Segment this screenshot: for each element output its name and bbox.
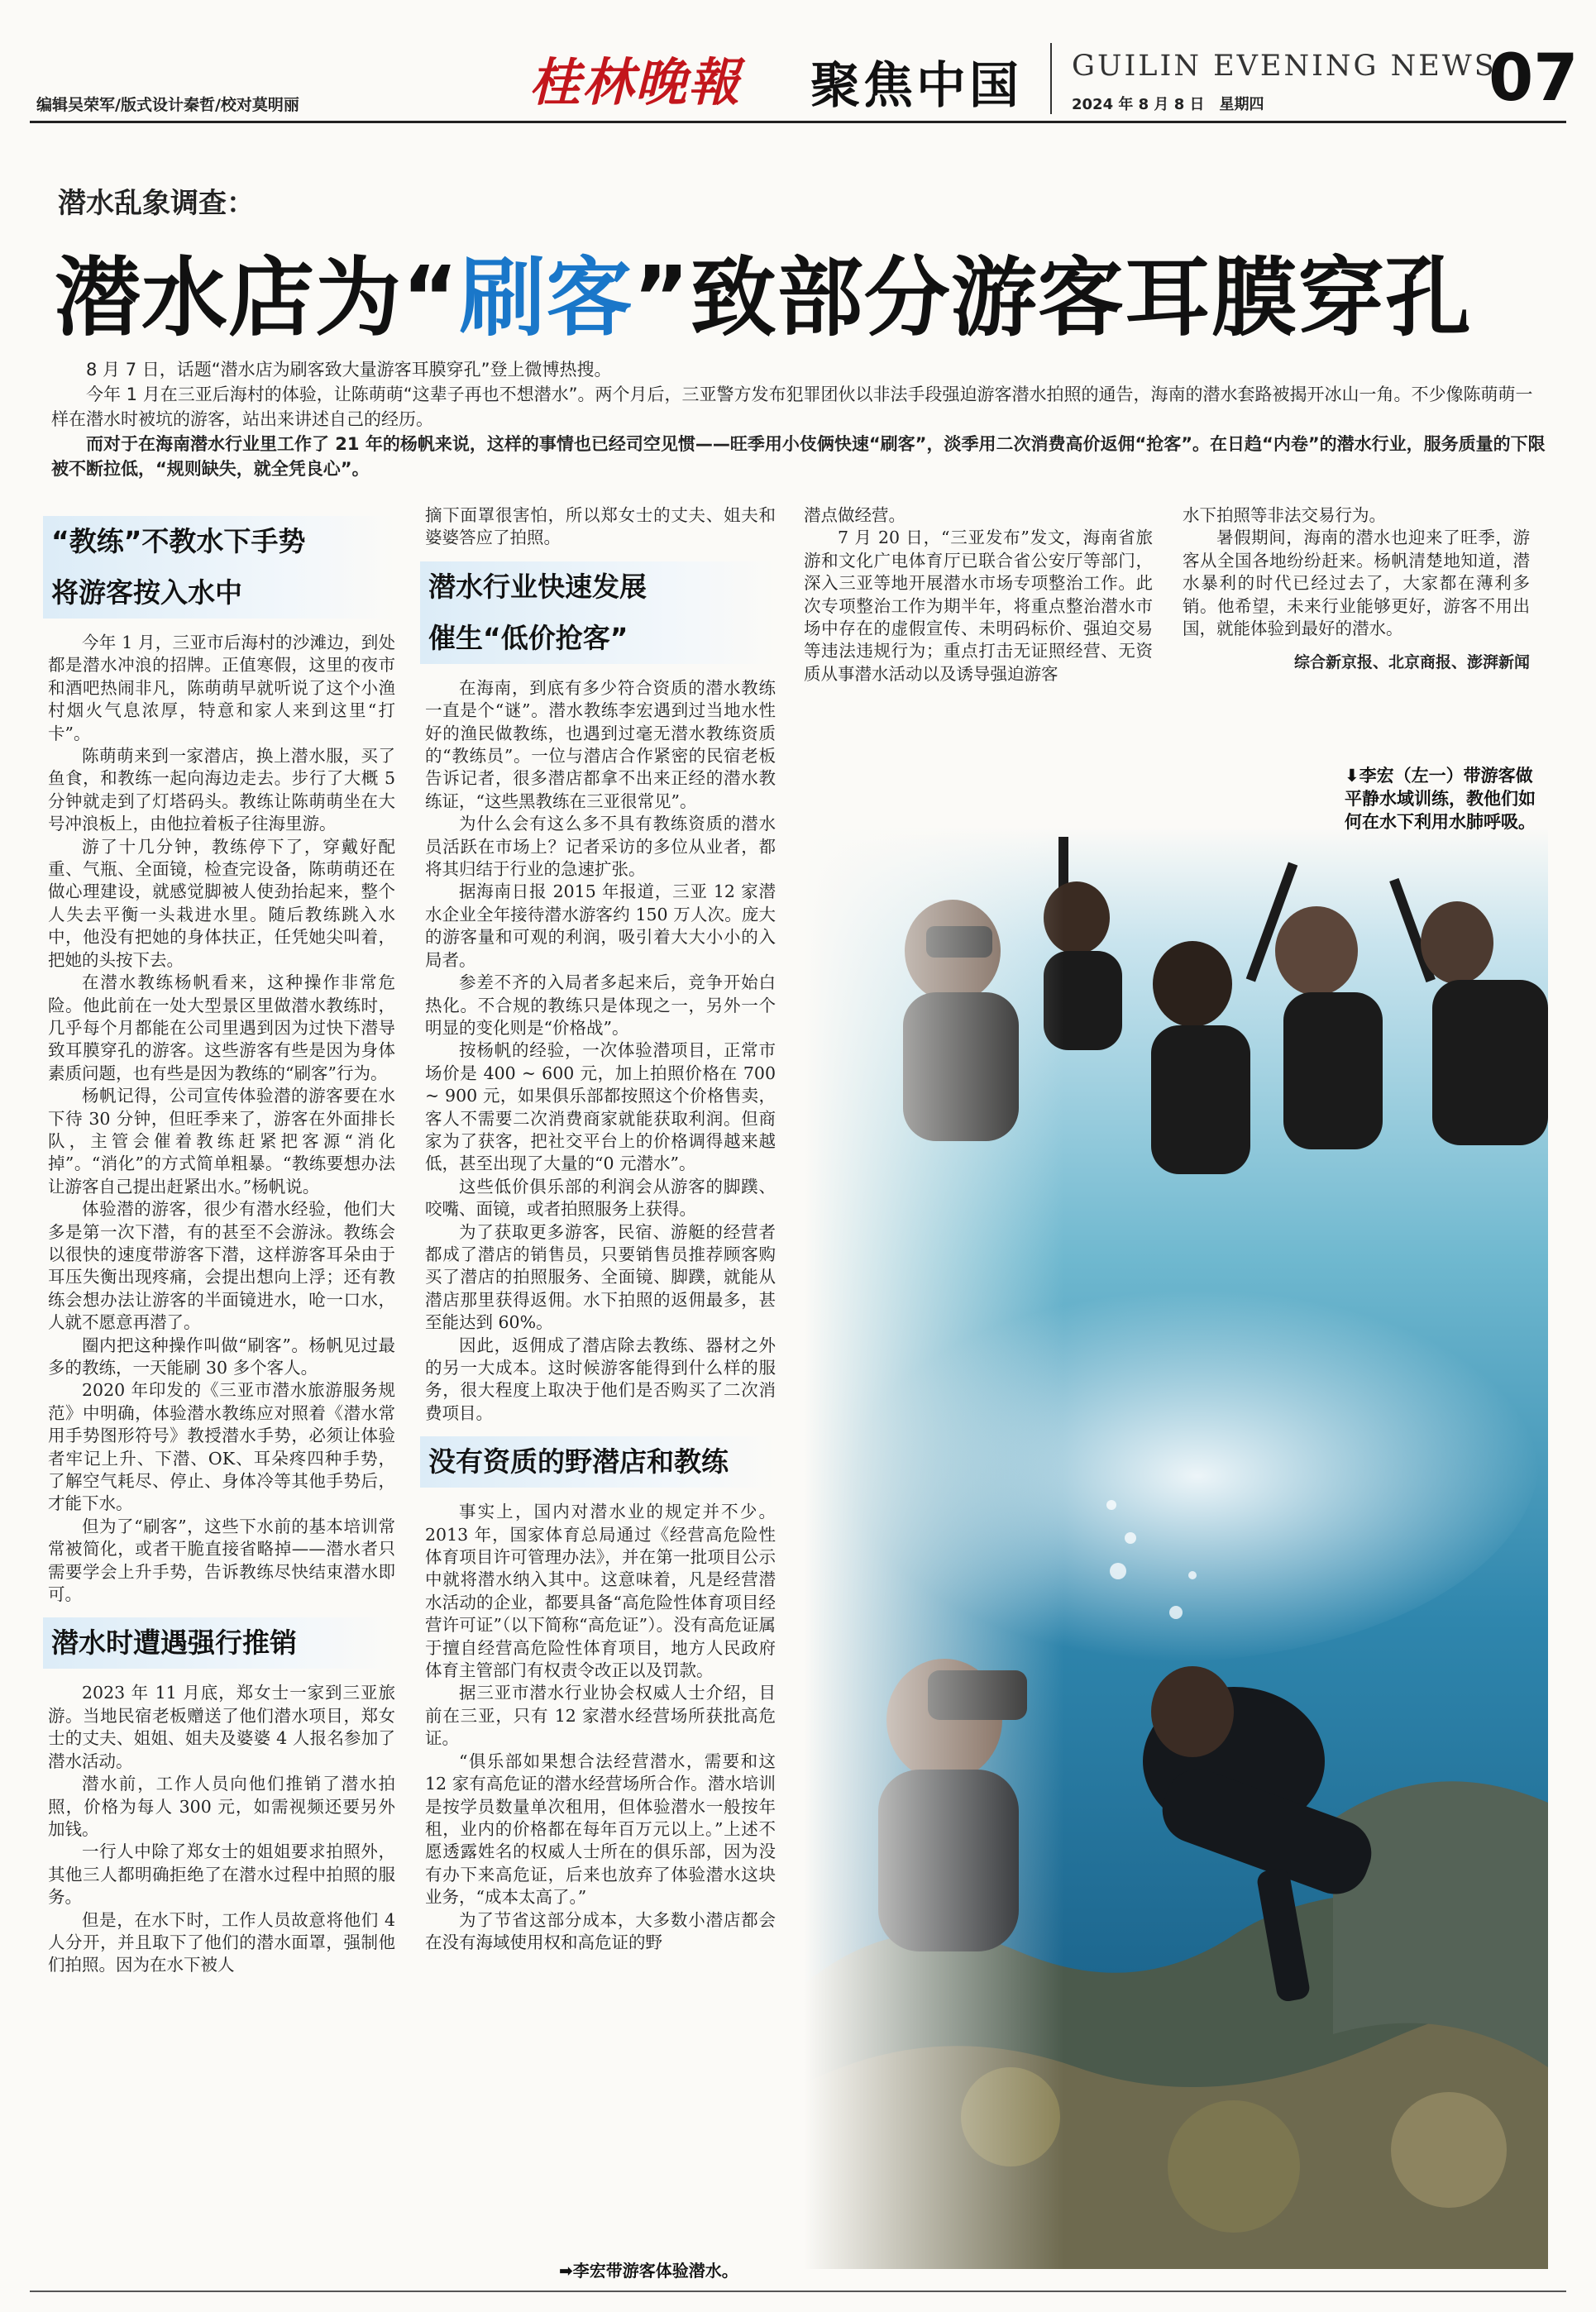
lead-paragraphs (51, 357, 1548, 481)
paragraph: 事实上，国内对潜水业的规定并不少。2013 年，国家体育总局通过《经营高危险性体育项目许可管理办法》，并在第一批项目公示中就将潜水纳入其中。这意味着，凡是经营潜水活动的企业，都要具备“高危险性体育项目经营许可证”（以下简称“高危证”）。没有高危证属于擅自经营高危险性体育项目，地方人民政府体育主管部门有权责令改正以及罚款。 (425, 1502, 776, 1681)
paragraph: 今年 1 月，三亚市后海村的沙滩边，到处都是潜水冲浪的招牌。正值寒假，这里的夜市和酒吧热闹非凡，陈萌萌早就听说了这个小渔村烟火气息浓厚，特意和家人来到这里“打卡”。 (48, 633, 395, 743)
paragraph: 体验潜的游客，很少有潜水经验，他们大多是第一次下潜，有的甚至不会游泳。教练会以很快的速度带游客下潜，这样游客耳朵由于耳压失衡出现疼痛，会提出想向上浮；还有教练会想办法让游客的半面镜进水，呛一口水，人就不愿意再潜了。 (48, 1199, 395, 1333)
issue-date: 2024 年 8 月 8 日 星期四 (1072, 96, 1264, 113)
column-4 (1183, 504, 1530, 675)
subheading: 潜水时遭遇强行推销 (43, 1617, 395, 1669)
page-number: 07 (1488, 41, 1579, 116)
subheading-line: “教练”不教水下手势 (51, 525, 306, 557)
headline-highlight: 刷客 (459, 247, 633, 348)
paragraph: 但为了“刷客”，这些下水前的基本培训常常被简化，或者干脆直接省略掉——潜水者只需要学会上升手势，告诉教练尽快结束潜水即可。 (48, 1516, 395, 1605)
paragraph: 为了节省这部分成本，大多数小潜店都会在没有海域使用权和高危证的野 (425, 1909, 776, 1952)
column-3 (804, 504, 1153, 685)
headline (55, 228, 1472, 352)
diving-photo (804, 827, 1548, 2269)
headline-part-2: ”致部分游客耳膜穿孔 (633, 247, 1472, 348)
paragraph: 游了十几分钟，教练停下了，穿戴好配重、气瓶、全面镜，检查完设备，陈萌萌还在做心理建设，就感觉脚被人使劲抬起来，整个人失去平衡一头栽进水里。随后教练跳入水中，他没有把她的身体扶正，任凭她尖叫着，把她的头按下去。 (48, 836, 395, 970)
subheading: 没有资质的野潜店和教练 (420, 1436, 776, 1488)
paragraph: 按杨帆的经验，一次体验潜项目，正常市场价是 400 ~ 600 元，加上拍照价格在 700 ~ 900 元，如果俱乐部都按照这个价格售卖，客人不需要二次消费商家就能获取利润。但商家为了获客，把社交平台上的价格调得越来越低，甚至出现了大量的“0 元潜水”。 (425, 1040, 776, 1174)
section-title: 聚焦中国 (810, 57, 1022, 115)
lead-paragraph: 今年 1 月在三亚后海村的体验，让陈萌萌“这辈子再也不想潜水”。两个月后，三亚警方发布犯罪团伙以非法手段强迫游客潜水拍照的通告，海南的潜水套路被揭开冰山一角。不少像陈萌萌一样在潜水时被坑的游客，站出来讲述自己的经历。 (51, 385, 1533, 429)
photo-caption-top: ⬇李宏（左一）带游客做平静水域训练，教他们如何在水下利用水肺呼吸。 (1345, 766, 1536, 832)
paragraph: 但是，在水下时，工作人员故意将他们 4 人分开，并且取下了他们的潜水面罩，强制他们拍照。因为在水下被人 (48, 1909, 395, 1975)
diving-photo-illustration (804, 827, 1548, 2269)
paragraph-continued: 潜点做经营。 (804, 505, 906, 525)
paragraph: 暑假期间，海南的潜水也迎来了旺季，游客从全国各地纷纷赶来。杨帆清楚地知道，潜水暴利的时代已经过去了，大家都在薄利多销。他希望，未来行业能够更好，游客不用出国，就能体验到最好的潜水。 (1183, 528, 1530, 639)
paragraph: 陈萌萌来到一家潜店，换上潜水服，买了鱼食，和教练一起向海边走去。步行了大概 5 分钟就走到了灯塔码头。教练让陈萌萌坐在大号冲浪板上，由他拉着板子往海里游。 (48, 746, 395, 834)
paragraph: 2023 年 11 月底，郑女士一家到三亚旅游。当地民宿老板赠送了他们潜水项目，郑女士的丈夫、姐姐、姐夫及婆婆 4 人报名参加了潜水活动。 (48, 1683, 395, 1771)
paragraph: 据三亚市潜水行业协会权威人士介绍，目前在三亚，只有 12 家潜水经营场所获批高危证。 (425, 1683, 776, 1749)
lead-paragraph: 而对于在海南潜水行业里工作了 21 年的杨帆来说，这样的事情也已经司空见惯——旺季用小伎俩快速“刷客”，淡季用二次消费高价返佣“抢客”。在日趋“内卷”的潜水行业，服务质量的下限被不断拉低，“规则缺失，就全凭良心”。 (51, 434, 1546, 479)
paragraph: 为了获取更多游客，民宿、游艇的经营者都成了潜店的销售员，只要销售员推荐顾客购买了潜店的拍照服务、全面镜、脚蹼，就能从潜店那里获得返佣。水下拍照的返佣最多，甚至能达到 60%。 (425, 1221, 776, 1333)
paragraph: 7 月 20 日，“三亚发布”发文，海南省旅游和文化广电体育厅已联合省公安厅等部门，深入三亚等地开展潜水市场专项整治工作。此次专项整治工作为期半年，将重点整治潜水市场中存在的虚假宣传、未明码标价、强迫交易等违法违规行为；重点打击无证照经营、无资质从事潜水活动以及诱导强迫游客 (804, 528, 1153, 684)
paragraph: 圈内把这种操作叫做“刷客”。杨帆见过最多的教练，一天能刷 30 多个客人。 (48, 1335, 395, 1378)
lead-paragraph: 8 月 7 日，话题“潜水店为刷客致大量游客耳膜穿孔”登上微博热搜。 (86, 360, 612, 380)
subheading-line: 将游客按入水中 (51, 576, 242, 609)
masthead-divider (1050, 43, 1052, 114)
bottom-rule (30, 2291, 1566, 2292)
subheading-line: 催生“低价抢客” (428, 621, 628, 654)
paragraph-continued: 摘下面罩很害怕，所以郑女士的丈夫、姐夫和婆婆答应了拍照。 (425, 505, 776, 548)
top-rule (30, 121, 1566, 123)
subheading (43, 516, 395, 619)
paragraph-continued: 水下拍照等非法交易行为。 (1183, 505, 1386, 525)
paragraph: 杨帆记得，公司宣传体验潜的游客要在水下待 30 分钟，但旺季来了，游客在外面排长队，主管会催着教练赶紧把客源“消化掉”。“消化”的方式简单粗暴。“教练要想办法让游客自己提出赶紧出水。”杨帆说。 (48, 1086, 395, 1197)
paragraph: 一行人中除了郑女士的姐姐要求拍照外，其他三人都明确拒绝了在潜水过程中拍照的服务。 (48, 1841, 395, 1908)
paragraph: 2020 年印发的《三亚市潜水旅游服务规范》中明确，体验潜水教练应对照着《潜水常用手势图形符号》教授潜水手势，必须让体验者牢记上升、下潜、OK、耳朵疼四种手势，了解空气耗尽、停止、身体冷等其他手势后，才能下水。 (48, 1380, 395, 1514)
newspaper-logo: 桂林晚報 (529, 52, 742, 112)
paragraph: “俱乐部如果想合法经营潜水，需要和这 12 家有高危证的潜水经营场所合作。潜水培训是按学员数量单次租用，但体验潜水一般按年租，业内的价格都在每年百万元以上。”上述不愿透露姓名的权威人士所在的俱乐部，因为没有办下来高危证，后来也放弃了体验潜水这块业务，“成本太高了。” (425, 1751, 776, 1908)
paragraph: 这些低价俱乐部的利润会从游客的脚蹼、咬嘴、面镜，或者拍照服务上获得。 (425, 1176, 776, 1220)
paragraph: 因此，返佣成了潜店除去教练、器材之外的另一大成本。这时候游客能得到什么样的服务，很大程度上取决于他们是否购买了二次消费项目。 (425, 1335, 776, 1423)
subheading-line: 潜水行业快速发展 (428, 570, 647, 603)
paragraph: 在海南，到底有多少符合资质的潜水教练一直是个“谜”。潜水教练李宏遇到过当地水性好的渔民做教练，也遇到过毫无潜水教练资质的“教练员”。一位与潜店合作紧密的民宿老板告诉记者，很多潜店都拿不出来正经的潜水教练证，“这些黑教练在三亚很常见”。 (425, 677, 776, 811)
editor-credits: 编辑吴荣军/版式设计秦哲/校对莫明丽 (36, 96, 299, 114)
english-name: GUILIN EVENING NEWS (1072, 50, 1497, 83)
source-credit: 综合新京报、北京商报、澎湃新闻 (1293, 653, 1530, 672)
photo-caption-bottom: ➡李宏带游客体验潜水。 (559, 2261, 738, 2281)
column-1 (48, 504, 395, 1977)
paragraph: 据海南日报 2015 年报道，三亚 12 家潜水企业全年接待潜水游客约 150 万人次。庞大的游客量和可观的利润，吸引着大大小小的入局者。 (425, 881, 776, 970)
headline-kicker: 潜水乱象调查： (58, 187, 255, 220)
subheading (420, 561, 776, 664)
headline-part-1: 潜水店为“ (55, 247, 460, 348)
paragraph: 为什么会有这么多不具有教练资质的潜水员活跃在市场上？记者采访的多位从业者，都将其归结于行业的急速扩张。 (425, 814, 776, 880)
paragraph: 潜水前，工作人员向他们推销了潜水拍照，价格为每人 300 元，如需视频还要另外加钱。 (48, 1774, 395, 1839)
column-2 (425, 504, 776, 1954)
masthead (0, 0, 1596, 124)
paragraph: 参差不齐的入局者多起来后，竞争开始白热化。不合规的教练只是体现之一，另外一个明显的变化则是“价格战”。 (425, 972, 776, 1038)
paragraph: 在潜水教练杨帆看来，这种操作非常危险。他此前在一处大型景区里做潜水教练时，几乎每个月都能在公司里遇到因为过快下潜导致耳膜穿孔的游客。这些游客有些是因为身体素质问题，也有些是因为教练的“刷客”行为。 (48, 972, 395, 1083)
